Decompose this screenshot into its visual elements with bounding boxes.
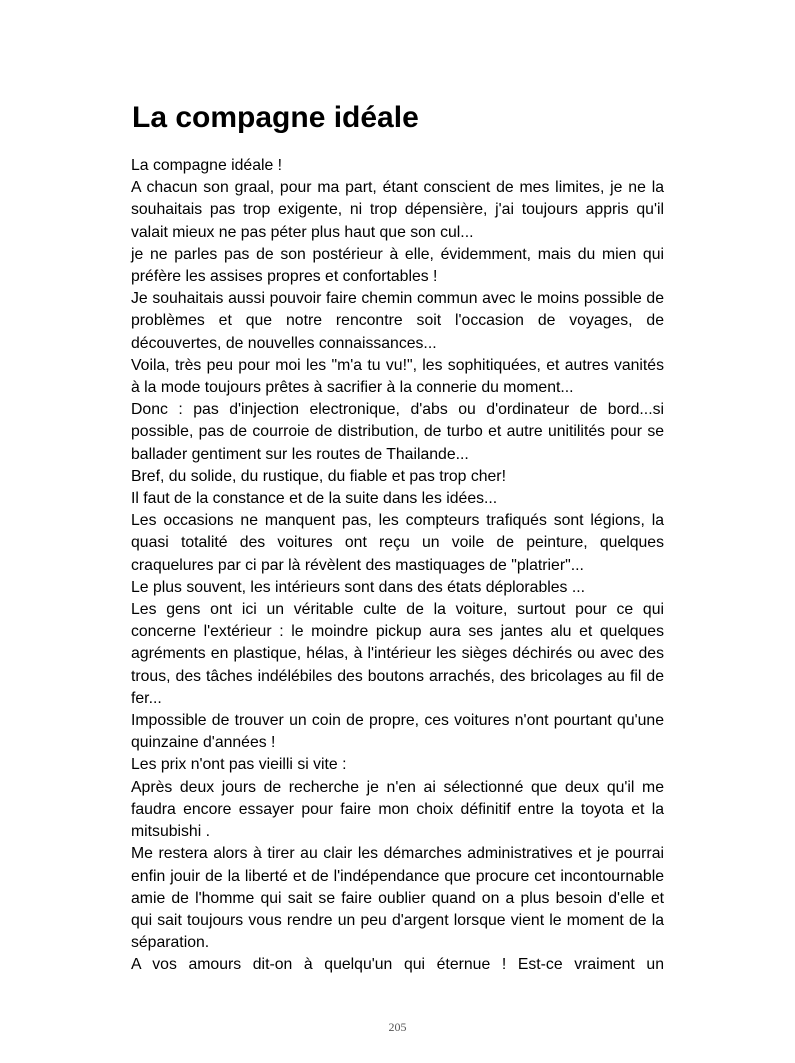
paragraph: Me restera alors à tirer au clair les démarches administratives et je pourrai enfin jouir de la liberté et de l'indépendance que procure cet incontournable amie de l'homme qui sait se faire oublier quand on a plus besoin d'elle et qui sait toujours vous rendre un peu d'argent lorsque vient le moment de la séparation. xyxy=(131,845,664,952)
paragraph: Les prix n'ont pas vieilli si vite : xyxy=(131,756,347,774)
paragraph: La compagne idéale ! xyxy=(131,157,283,174)
paragraph: A chacun son graal, pour ma part, étant conscient de mes limites, je ne la souhaitais pas trop exigente, ni trop dépensière, j'ai toujours appris qu'il valait mieux ne pas péter plus haut que son cul... xyxy=(131,179,664,241)
article-body xyxy=(131,155,664,977)
paragraph: Bref, du solide, du rustique, du fiable et pas trop cher! xyxy=(131,467,506,485)
paragraph: Le plus souvent, les intérieurs sont dans des états déplorables ... xyxy=(131,578,585,596)
paragraph: Je souhaitais aussi pouvoir faire chemin commun avec le moins possible de problèmes et que notre rencontre soit l'occasion de voyages, de découvertes, de nouvelles connaissances... xyxy=(131,290,664,352)
paragraph: je ne parles pas de son postérieur à elle, évidemment, mais du mien qui préfère les assises propres et confortables ! xyxy=(131,245,664,286)
page-title: La compagne idéale xyxy=(132,101,419,134)
paragraph: Les gens ont ici un véritable culte de la voiture, surtout pour ce qui concerne l'extérieur : le moindre pickup aura ses jantes alu et quelques agréments en plastique, hélas, à l'intérieur les sièges déchirés ou avec des trous, des tâches indélébiles des boutons arrachés, des bricolages au fil de fer... xyxy=(131,601,664,707)
paragraph: Voila, très peu pour moi les "m'a tu vu!", les sophitiquées, et autres vanités à la mode toujours prêtes à sacrifier à la connerie du moment... xyxy=(131,356,664,397)
paragraph: A vos amours dit-on à quelqu'un qui éternue ! Est-ce vraiment un xyxy=(131,956,664,974)
paragraph: Les occasions ne manquent pas, les compteurs trafiqués sont légions, la quasi totalité des voitures ont reçu un voile de peinture, quelques craquelures par ci par là révèlent des mastiquages de "platrier"... xyxy=(131,512,664,574)
page-number: 205 xyxy=(388,1020,407,1034)
paragraph: Après deux jours de recherche je n'en ai sélectionné que deux qu'il me faudra encore essayer pour faire mon choix définitif entre la toyota et la mitsubishi . xyxy=(131,778,664,841)
paragraph: Impossible de trouver un coin de propre, ces voitures n'ont pourtant qu'une quinzaine d'années ! xyxy=(131,712,664,752)
paragraph: Il faut de la constance et de la suite dans les idées... xyxy=(131,490,498,508)
paragraph: Donc : pas d'injection electronique, d'abs ou d'ordinateur de bord...si possible, pas de courroie de distribution, de turbo et autre unitilités pour se ballader gentiment sur les routes de Thailande... xyxy=(131,401,664,463)
